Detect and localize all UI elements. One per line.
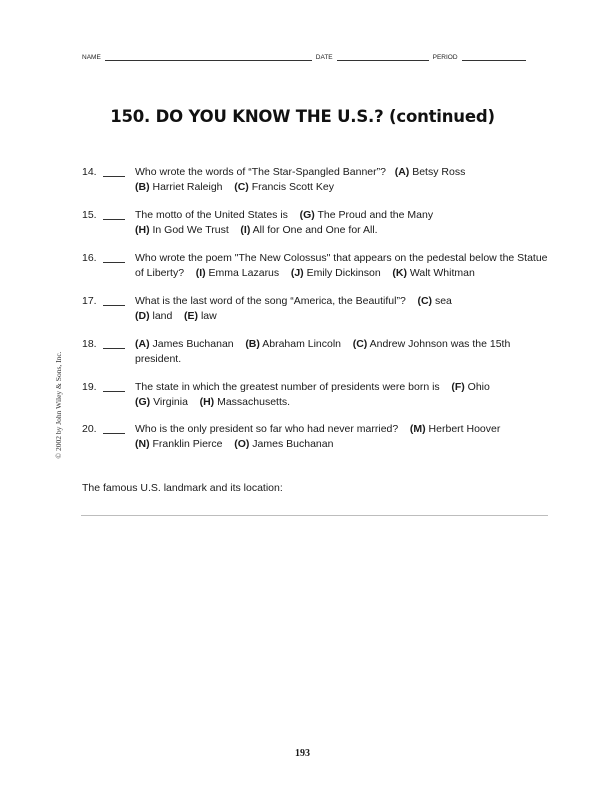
question-text-segment: Francis Scott Key: [248, 180, 334, 193]
question-text-segment: land: [149, 309, 185, 322]
question-text-segment: Herbert Hoover: [425, 423, 501, 435]
option-letter: (J): [290, 266, 304, 279]
question-text-segment: Emma Lazarus: [205, 266, 291, 279]
question-text-segment: The state in which the greatest number of presidents were born is: [135, 381, 452, 393]
question-number: 20.: [82, 423, 97, 435]
question-text: [135, 380, 552, 409]
option-letter: (B): [245, 338, 260, 350]
option-letter: (K): [392, 266, 407, 279]
name-field[interactable]: [105, 52, 312, 61]
answer-blank[interactable]: [103, 348, 125, 349]
landmark-answer-line[interactable]: [81, 515, 548, 516]
question-18: [82, 337, 552, 366]
option-letter: (F): [451, 381, 465, 393]
answer-blank[interactable]: [103, 176, 125, 177]
option-letter: (I): [195, 266, 206, 279]
question-text-segment: Franklin Pierce: [149, 437, 235, 450]
question-20: [82, 422, 552, 451]
option-letter: (G): [135, 395, 151, 408]
question-text: [135, 165, 552, 194]
question-text-segment: Harriet Raleigh: [149, 180, 235, 193]
date-field[interactable]: [337, 52, 429, 61]
option-letter: (C): [417, 295, 433, 307]
question-text-segment: law: [198, 309, 217, 322]
question-text-segment: Virginia: [150, 395, 200, 408]
question-number: 19.: [82, 381, 97, 393]
question-number: 16.: [82, 252, 97, 264]
student-info-header: [82, 52, 548, 61]
option-letter: (A): [394, 166, 410, 178]
answer-blank[interactable]: [103, 391, 125, 392]
question-text-segment: Emily Dickinson: [303, 266, 393, 279]
question-17: [82, 294, 552, 323]
answer-blank[interactable]: [103, 433, 125, 434]
option-letter: (I): [240, 223, 251, 236]
period-label: PERIOD: [432, 54, 458, 61]
answer-blank[interactable]: [103, 262, 125, 263]
question-text-segment: James Buchanan: [149, 338, 246, 350]
question-text-segment: In God We Trust: [149, 223, 241, 236]
question-text-segment: Betsy Ross: [409, 166, 466, 178]
question-16: [82, 251, 552, 280]
question-19: [82, 380, 552, 409]
option-letter: (H): [199, 395, 215, 408]
question-number: 17.: [82, 295, 97, 307]
question-text-segment: Walt Whitman: [406, 266, 475, 279]
option-letter: (E): [184, 309, 199, 322]
question-text: [135, 208, 552, 237]
copyright-notice: © 2002 by John Wiley & Sons, Inc.: [54, 351, 63, 459]
option-letter: (D): [135, 309, 150, 322]
question-text-segment: Who is the only president so far who had never married?: [135, 423, 410, 435]
question-text-segment: Ohio: [464, 381, 490, 393]
question-14: [82, 165, 552, 194]
question-text: [135, 251, 552, 280]
question-number: 18.: [82, 338, 97, 350]
question-text: [135, 337, 552, 366]
option-letter: (H): [135, 223, 150, 236]
question-15: [82, 208, 552, 237]
option-letter: (B): [135, 180, 150, 193]
option-letter: (G): [299, 209, 315, 221]
question-text: [135, 422, 552, 451]
option-letter: (N): [135, 437, 150, 450]
question-text-segment: Andrew Johnson was the 15th president.: [135, 338, 514, 365]
question-text-segment: Abraham Lincoln: [259, 338, 353, 350]
question-text-segment: James Buchanan: [249, 437, 334, 450]
question-number: 15.: [82, 209, 97, 221]
answer-blank[interactable]: [103, 305, 125, 306]
option-letter: (M): [409, 423, 426, 435]
question-text-segment: The Proud and the Many: [314, 209, 434, 221]
page-number: 193: [295, 748, 310, 759]
page-title: 150. DO YOU KNOW THE U.S.? (continued): [110, 107, 495, 126]
option-letter: (A): [135, 338, 150, 350]
landmark-prompt: The famous U.S. landmark and its location:: [82, 482, 283, 494]
question-text-segment: sea: [432, 295, 452, 307]
option-letter: (C): [352, 338, 368, 350]
question-text-segment: Who wrote the words of “The Star-Spangled Banner”?: [135, 166, 395, 178]
period-field[interactable]: [462, 52, 526, 61]
option-letter: (C): [234, 180, 249, 193]
question-text-segment: Massachusetts.: [214, 395, 291, 408]
answer-blank[interactable]: [103, 219, 125, 220]
name-label: NAME: [82, 54, 101, 61]
question-number: 14.: [82, 166, 97, 178]
option-letter: (O): [234, 437, 250, 450]
question-text-segment: Who wrote the poem "The New Colossus" that appears on the pedestal below the Statue of Liberty?: [135, 252, 551, 279]
question-text-segment: What is the last word of the song “America, the Beautiful”?: [135, 295, 418, 307]
question-text-segment: The motto of the United States is: [135, 209, 300, 221]
date-label: DATE: [315, 54, 333, 61]
question-text-segment: All for One and One for All.: [250, 223, 378, 236]
question-text: [135, 294, 552, 323]
